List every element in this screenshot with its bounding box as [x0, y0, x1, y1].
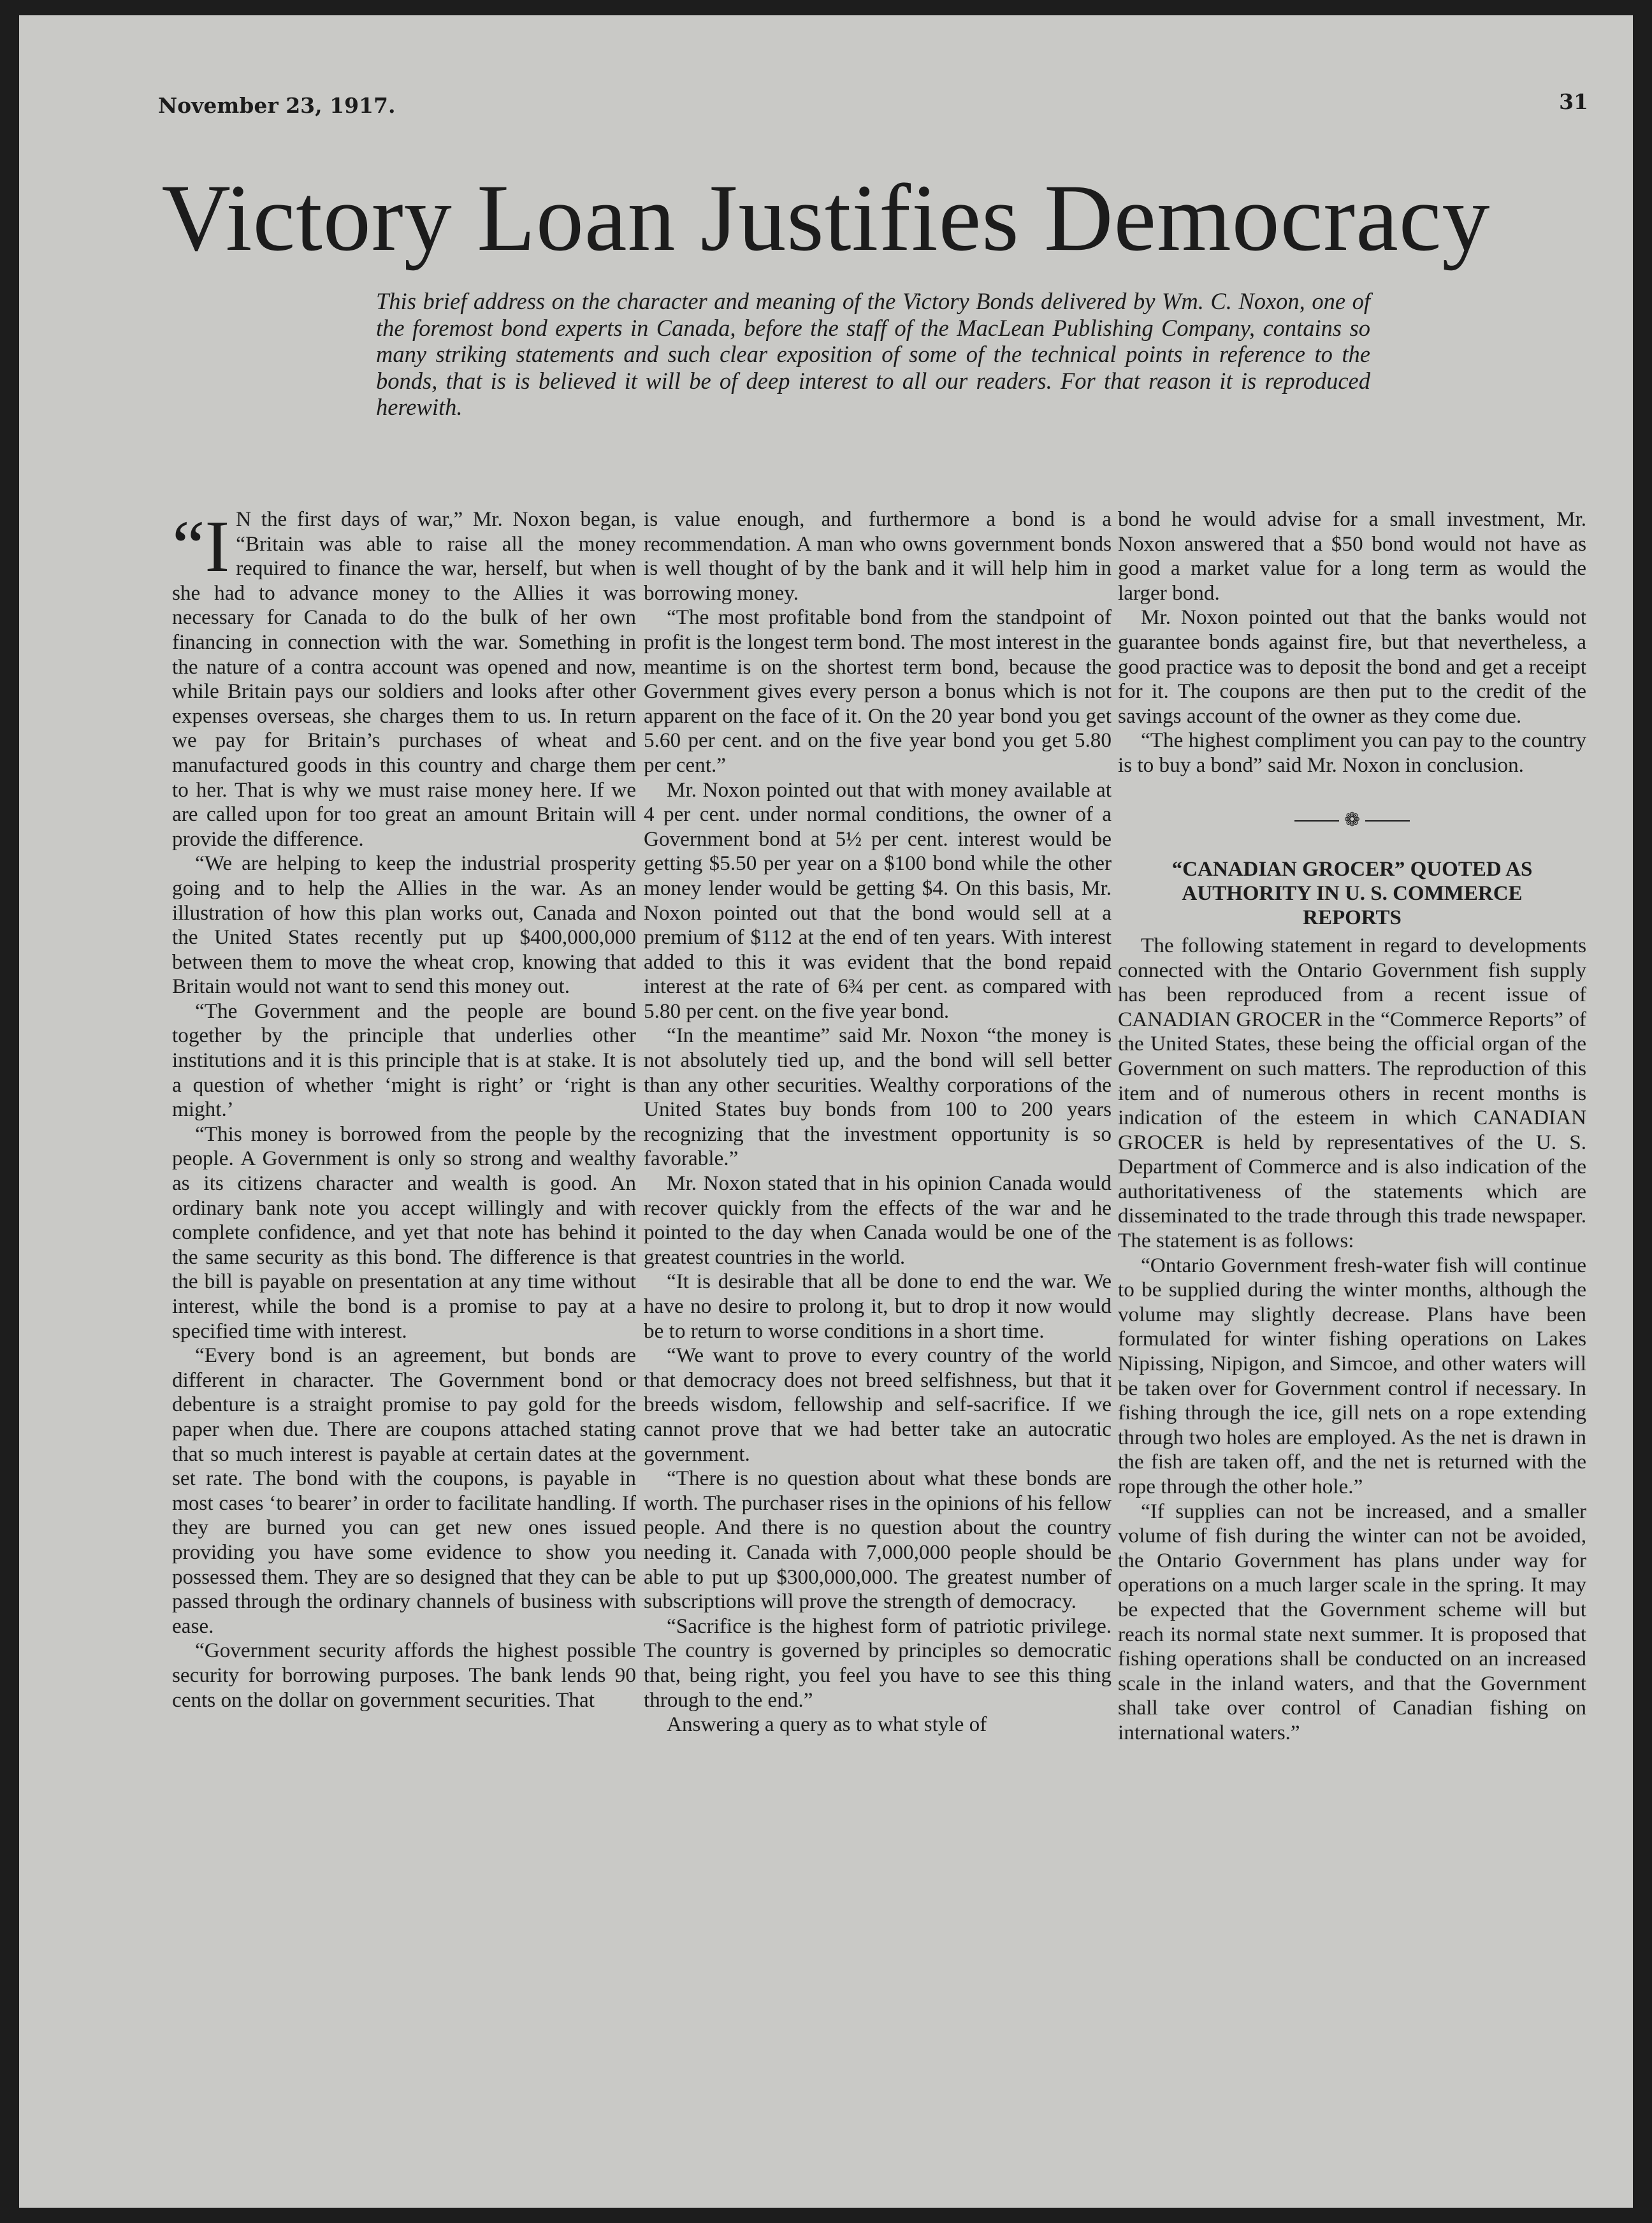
article-paragraph: “The highest compliment you can pay to the country is to buy a bond” said Mr. Noxon in conclusion. [1118, 728, 1586, 777]
article-paragraph: “There is no question about what these bonds are worth. The purchaser rises in the opinions of his fellow people. And there is no question about the country needing it. Canada with 7,000,000 people should be able to put up $300,000,000. The greatest number of subscriptions will prove the strength of democracy. [644, 1466, 1112, 1614]
article-paragraph: “Every bond is an agreement, but bonds are different in character. The Government bond or debenture is a straight promise to pay gold for the paper when due. There are coupons attached stating that so much interest is payable at certain dates at the set rate. The bond with the coupons, is payable in most cases ‘to bearer’ in order to facilitate handling. If they are burned you can get new ones issued providing you have some evidence to show you possessed them. They are so designed that they can be passed through the ordinary channels of business with ease. [172, 1343, 636, 1638]
page-number: 31 [1559, 89, 1588, 114]
issue-date: November 23, 1917. [158, 93, 396, 118]
article-paragraph: bond he would advise for a small investment, Mr. Noxon answered that a $50 bond would not have as good a market value for a long term as would the larger bond. [1118, 507, 1586, 605]
article-paragraph: is value enough, and furthermore a bond is a recommendation. A man who owns government bonds is well thought of by the bank and it will help him in borrowing money. [644, 507, 1112, 605]
article-paragraph: “Sacrifice is the highest form of patriotic privilege. The country is governed by principles so democratic that, being right, you feel you have to see this thing through to the end.” [644, 1614, 1112, 1712]
sidebar-heading: “CANADIAN GROCER” QUOTED AS AUTHORITY IN U. S. COMMERCE REPORTS [1171, 857, 1533, 929]
flower-ornament-icon: ❁ [1344, 809, 1361, 831]
article-title: Victory Loan Justifies Democracy [161, 165, 1491, 271]
article-paragraph: “The Government and the people are bound together by the principle that underlies other institutions and it is this principle that is at stake. It is a question of whether ‘might is right’ or ‘right is might.’ [172, 999, 636, 1122]
article-intro: This brief address on the character and meaning of the Victory Bonds delivered by Wm. C. Noxon, one of the foremost bond experts in Canada, before the staff of the MacLean Publishing Company, contains so many striking statements and such clear exposition of some of the technical points in reference to the bonds, that is is believed it will be of deep interest to all our readers. For that reason it is reproduced herewith. [376, 288, 1370, 420]
drop-cap: “I [172, 506, 230, 588]
sidebar-paragraph: “Ontario Government fresh-water fish will continue to be supplied during the winter months, although the volume may slightly decrease. Plans have been formulated for winter fishing operations on Lakes Nipissing, Nipigon, and Simcoe, and other waters will be taken over for Government control if necessary. In fishing through the ice, gill nets on a rope extending through two holes are employed. As the net is drawn in the fish are taken off, and the net is returned with the rope through the other hole.” [1118, 1253, 1586, 1498]
magazine-page [19, 15, 1633, 2208]
article-column-3 [1118, 507, 1586, 1746]
article-paragraph: Answering a query as to what style of [667, 1713, 987, 1737]
article-paragraph: Mr. Noxon pointed out that the banks would not guarantee bonds against fire, but that nevertheless, a good practice was to deposit the bond and get a receipt for it. The coupons are then put to the credit of the savings account of the owner as they come due. [1118, 605, 1586, 728]
article-paragraph: Mr. Noxon stated that in his opinion Canada would recover quickly from the effects of the war and he pointed to the day when Canada would be one of the greatest countries in the world. [644, 1171, 1112, 1269]
article-paragraph: Mr. Noxon pointed out that with money available at 4 per cent. under normal conditions, the owner of a Government bond at 5½ per cent. interest would be getting $5.50 per year on a $100 bond while the other money lender would be getting $4. On this basis, Mr. Noxon pointed out that the bond would sell at a premium of $112 at the end of ten years. With interest added to this it was evident that the bond repaid interest at the rate of 6¾ per cent. as compared with 5.80 per cent. on the five year bond. [644, 778, 1112, 1023]
divider-rule [1294, 820, 1339, 822]
paragraph-text: N the first days of war,” Mr. Noxon began, “Britain was able to raise all the money required to finance the war, herself, but when she had to advance money to the Allies it was necessary for Canada to do the bulk of her own financing in connection with the war. Something in the nature of a contra account was opened and now, while Britain pays our soldiers and looks after other expenses overseas, she charges them to us. In return we pay for Britain’s purchases of wheat and manufactured goods in this country and charge them to her. That is why we must raise money here. If we are called upon for too great an amount Britain will provide the difference. [172, 507, 636, 851]
article-paragraph: “This money is borrowed from the people by the people. A Government is only so strong and wealthy as its citizens character and wealth is good. An ordinary bank note you accept willingly and with complete confidence, and yet that note has behind it the same security as this bond. The difference is that the bill is payable on presentation at any time without interest, while the bond is a promise to pay at a specified time with interest. [172, 1122, 636, 1343]
article-paragraph: “We are helping to keep the industrial prosperity going and to help the Allies in the war. As an illustration of how this plan works out, Canada and the United States recently put up $400,000,000 between them to move the wheat crop, knowing that Britain would not want to send this money out. [172, 851, 636, 999]
sidebar-paragraph: The following statement in regard to developments connected with the Ontario Government fish supply has been reproduced from a recent issue of CANADIAN GROCER in the “Commerce Reports” of the United States, these being the official organ of the Government on such matters. The reproduction of this item and of numerous others in recent months is indication of the esteem in which CANADIAN GROCER is held by representatives of the U. S. Department of Commerce and is also indication of the authoritativeness of the statements which are disseminated to the trade through this trade newspaper. The statement is as follows: [1118, 933, 1586, 1253]
sidebar-paragraph: “If supplies can not be increased, and a smaller volume of fish during the winter can not be avoided, the Ontario Government has plans under way for operations on a much larger scale in the spring. It may be expected that the Government scheme will but reach its normal state next summer. It is proposed that fishing operations shall be conducted on an increased scale in the inland waters, and that the Government shall take over control of Canadian fishing on international waters.” [1118, 1499, 1586, 1744]
divider-rule [1365, 820, 1410, 822]
article-paragraph [172, 507, 636, 851]
article-column-2 [644, 507, 1112, 1737]
article-paragraph: “Government security affords the highest possible security for borrowing purposes. The bank lends 90 cents on the dollar on government securities. That [172, 1639, 636, 1712]
article-paragraph: “We want to prove to every country of the world that democracy does not breed selfishness, but that it breeds wisdom, fellowship and self-sacrifice. If we cannot prove that we had better take an autocratic government. [644, 1343, 1112, 1466]
article-paragraph: “In the meantime” said Mr. Noxon “the money is not absolutely tied up, and the bond will sell better than any other securities. Wealthy corporations of the United States buy bonds from 100 to 200 years recognizing that the investment opportunity is so favorable.” [644, 1024, 1112, 1171]
section-divider [1118, 807, 1586, 833]
article-paragraph: “It is desirable that all be done to end the war. We have no desire to prolong it, but to drop it now would be to return to worse conditions in a short time. [644, 1270, 1112, 1343]
article-paragraph: “The most profitable bond from the standpoint of profit is the longest term bond. The most interest in the meantime is on the shortest term bond, because the Government gives every person a bonus which is not apparent on the face of it. On the 20 year bond you get 5.60 per cent. and on the five year bond you get 5.80 per cent.” [644, 605, 1112, 777]
article-column-1 [172, 507, 636, 1713]
